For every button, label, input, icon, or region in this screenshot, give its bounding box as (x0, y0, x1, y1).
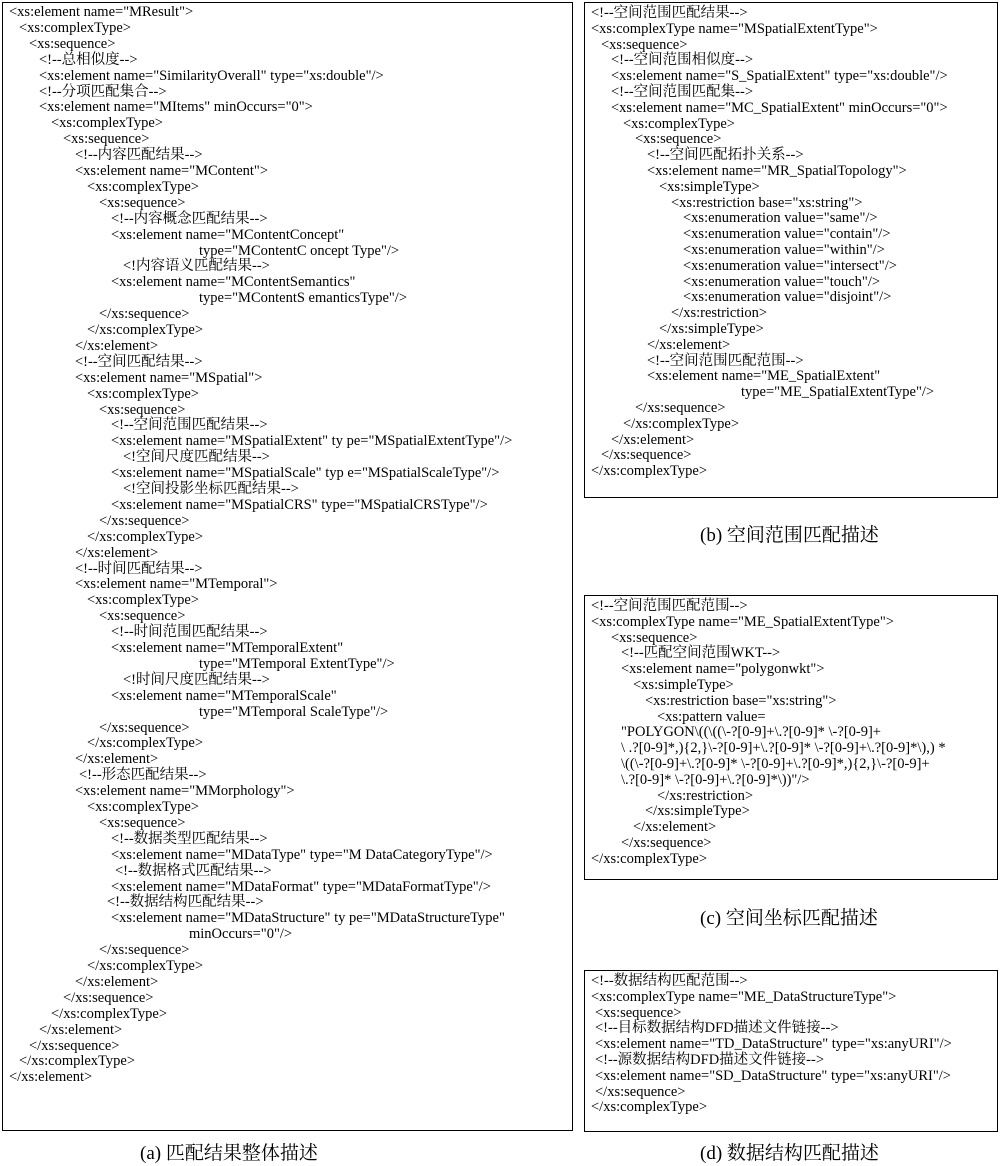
code-line: <xs:element name="MContentSemantics" (111, 274, 356, 291)
code-line: type="MContentC oncept Type"/> (199, 242, 400, 259)
code-line: <xs:sequence> (99, 194, 186, 211)
code-line: type="ME_SpatialExtentType"/> (741, 384, 935, 401)
code-line: <xs:complexType> (51, 115, 163, 132)
code-line: <xs:complexType> (87, 592, 199, 609)
caption-c: (c) 空间坐标匹配描述 (700, 908, 878, 929)
code-line: <xs:complexType name="ME_DataStructureType"> (591, 988, 897, 1005)
code-line: <xs:complexType> (87, 178, 199, 195)
code-line: <xs:element name="MItems" minOccurs="0"> (39, 99, 313, 116)
code-line: </xs:element> (75, 544, 159, 561)
code-line: <!--空间范围相似度--> (611, 52, 753, 69)
code-line: <xs:element name="MTemporalExtent" (111, 640, 344, 656)
code-line: <xs:sequence> (601, 36, 688, 53)
code-line: <!空间尺度匹配结果--> (123, 449, 270, 466)
code-line: <xs:element name="polygonwkt"> (621, 661, 825, 678)
code-line: <xs:simpleType> (633, 677, 734, 693)
code-line: <xs:element name="ME_SpatialExtent" (647, 368, 881, 385)
code-line: </xs:complexType> (87, 958, 204, 974)
code-line: </xs:complexType> (87, 528, 204, 545)
code-line: <xs:element name="SD_DataStructure" type="xs:anyURI"/> (595, 1067, 951, 1084)
code-line: </xs:complexType> (623, 415, 740, 432)
code-panel-d (584, 970, 998, 1132)
code-line: <xs:element name="MDataStructure" ty pe="MDataStructureType" (111, 910, 505, 927)
code-line: </xs:element> (75, 751, 159, 768)
code-line: </xs:sequence> (99, 512, 190, 529)
code-line: <xs:element name="MSpatialScale" typ e="MSpatialScaleType"/> (111, 465, 500, 482)
code-line: <!--匹配空间范围WKT--> (621, 645, 781, 662)
code-line: </xs:sequence> (29, 1037, 120, 1054)
code-line: <!--空间范围匹配范围--> (591, 598, 748, 614)
code-line: <xs:element name="SimilarityOverall" type="xs:double"/> (39, 67, 384, 84)
code-line: <xs:pattern value= (657, 708, 766, 725)
code-line: <xs:enumeration value="within"/> (683, 242, 885, 258)
code-line: <xs:element name="MMorphology"> (75, 783, 295, 800)
code-line: <xs:sequence> (99, 608, 186, 625)
code-line: <xs:element name="MR_SpatialTopology"> (647, 163, 907, 179)
code-line: </xs:element> (9, 1069, 93, 1086)
code-line: <xs:complexType> (623, 115, 735, 132)
code-line: type="MContentS emanticsType"/> (199, 290, 407, 307)
code-line: type="MTemporal ExtentType"/> (199, 655, 395, 672)
code-line: <!--空间范围匹配结果--> (111, 417, 268, 434)
code-line: <xs:sequence> (29, 35, 116, 52)
code-line: </xs:element> (611, 431, 695, 448)
code-line: <xs:complexType name="ME_SpatialExtentType"> (591, 613, 894, 630)
code-line: </xs:complexType> (51, 1005, 168, 1022)
code-line: </xs:element> (647, 336, 731, 353)
code-line: </xs:restriction> (657, 787, 754, 804)
code-line: <xs:enumeration value="intersect"/> (683, 257, 897, 274)
code-line: <!--空间范围匹配结果--> (591, 5, 748, 21)
code-line: </xs:complexType> (87, 735, 204, 752)
code-line: <!内容语义匹配结果--> (123, 258, 270, 275)
code-line: <!--空间范围匹配集--> (611, 84, 753, 100)
code-line: <xs:element name="MSpatialExtent" ty pe="MSpatialExtentType"/> (111, 433, 513, 450)
code-line: <xs:element name="MDataType" type="M DataCategoryType"/> (111, 846, 493, 863)
code-line: <xs:restriction base="xs:string"> (671, 194, 863, 211)
code-line: <!空间投影坐标匹配结果--> (123, 481, 299, 497)
code-line: <xs:element name="MC_SpatialExtent" minOccurs="0"> (611, 99, 948, 116)
code-line: <!时间尺度匹配结果--> (123, 671, 270, 688)
code-line: <xs:complexType> (87, 385, 199, 402)
caption-a: (a) 匹配结果整体描述 (140, 1143, 318, 1164)
code-line: <xs:element name="MSpatialCRS" type="MSpatialCRSType"/> (111, 496, 488, 513)
code-line: <xs:restriction base="xs:string"> (645, 692, 837, 709)
code-line: <!--数据结构匹配结果--> (107, 894, 264, 911)
code-line: <xs:element name="MTemporal"> (75, 576, 278, 593)
code-line: <!--空间范围匹配范围--> (647, 352, 804, 369)
code-line: <xs:sequence> (99, 401, 186, 418)
code-line: <xs:complexType> (19, 19, 131, 36)
code-line: </xs:sequence> (99, 942, 190, 959)
code-line: <!--时间匹配结果--> (75, 560, 203, 577)
code-line: <!--空间匹配结果--> (75, 353, 203, 370)
code-line: <xs:enumeration value="same"/> (683, 210, 878, 227)
code-line: </xs:simpleType> (645, 803, 750, 820)
code-line: <!--数据类型匹配结果--> (111, 830, 268, 847)
code-line: <xs:element name="S_SpatialExtent" type="xs:double"/> (611, 68, 948, 85)
code-line: </xs:sequence> (601, 447, 692, 464)
code-line: \.?[0-9]* \-?[0-9]+\.?[0-9]*\))"/> (621, 771, 810, 788)
code-line: <xs:element name="MContentConcept" (111, 226, 345, 243)
code-line: <!--总相似度--> (39, 51, 138, 68)
code-line: </xs:sequence> (595, 1083, 686, 1100)
code-line: <xs:element name="MSpatial"> (75, 369, 263, 386)
code-line: "POLYGON\((\((\-?[0-9]+\.?[0-9]* \-?[0-9]+ (621, 724, 881, 741)
code-line: </xs:complexType> (591, 1099, 708, 1116)
code-line: <xs:sequence> (63, 131, 150, 148)
code-line: <xs:sequence> (99, 814, 186, 831)
caption-d: (d) 数据结构匹配描述 (700, 1143, 879, 1164)
code-line: </xs:sequence> (621, 835, 712, 851)
code-line: <!--分项匹配集合--> (39, 83, 167, 100)
code-line: </xs:sequence> (635, 400, 726, 416)
code-line: </xs:complexType> (591, 850, 708, 867)
code-line: </xs:complexType> (19, 1053, 136, 1070)
code-line: <!--内容匹配结果--> (75, 147, 203, 164)
code-line: \((\-?[0-9]+\.?[0-9]* \-?[0-9]+\.?[0-9]*,){2,}\-?[0-9]+ (621, 756, 930, 772)
code-line: <xs:element name="MResult"> (9, 4, 194, 20)
code-line: </xs:complexType> (87, 322, 204, 338)
code-line: <xs:simpleType> (659, 178, 760, 195)
code-line: <xs:element name="MContent"> (75, 163, 269, 179)
code-line: </xs:element> (39, 1021, 123, 1038)
code-line: <xs:element name="MTemporalScale" (111, 687, 337, 704)
code-line: <xs:enumeration value="contain"/> (683, 226, 891, 243)
code-line: <xs:sequence> (635, 131, 722, 148)
code-line: <xs:enumeration value="touch"/> (683, 273, 881, 290)
code-line: </xs:element> (633, 819, 717, 836)
code-line: <!--空间匹配拓扑关系--> (647, 147, 804, 164)
code-line: </xs:complexType> (591, 463, 708, 480)
code-line: \ .?[0-9]*,){2,}\-?[0-9]+\.?[0-9]* \-?[0-9]+\.?[0-9]*\),) * (621, 740, 946, 757)
code-line: <xs:element name="MDataFormat" type="MDataFormatType"/> (111, 878, 491, 895)
code-line: </xs:restriction> (671, 305, 768, 322)
code-panel-c (584, 595, 998, 880)
code-line: <xs:element name="TD_DataStructure" type="xs:anyURI"/> (595, 1036, 952, 1053)
code-line: <xs:sequence> (595, 1004, 682, 1021)
code-line: <xs:complexType name="MSpatialExtentType"> (591, 20, 878, 37)
code-line: </xs:simpleType> (659, 321, 764, 337)
code-line: <xs:enumeration value="disjoint"/> (683, 289, 892, 306)
code-line: <!--数据格式匹配结果--> (115, 862, 272, 879)
code-line: </xs:sequence> (63, 989, 154, 1006)
code-line: <!--数据结构匹配范围--> (591, 973, 748, 989)
code-line: <xs:sequence> (611, 629, 698, 646)
caption-b: (b) 空间范围匹配描述 (700, 525, 879, 546)
code-line: minOccurs="0"/> (189, 926, 293, 943)
code-line: <!--时间范围匹配结果--> (111, 624, 268, 641)
code-line: </xs:element> (75, 973, 159, 990)
code-line: <!--形态匹配结果--> (79, 767, 207, 784)
code-line: <xs:complexType> (87, 799, 199, 815)
code-line: </xs:sequence> (99, 306, 190, 323)
code-panel-a (2, 2, 573, 1131)
code-line: <!--内容概念匹配结果--> (111, 210, 268, 227)
code-line: </xs:element> (75, 337, 159, 354)
code-line: </xs:sequence> (99, 719, 190, 736)
code-line: <!--目标数据结构DFD描述文件链接--> (595, 1020, 839, 1037)
code-line: type="MTemporal ScaleType"/> (199, 703, 389, 720)
code-panel-b (584, 2, 998, 498)
code-line: <!--源数据结构DFD描述文件链接--> (595, 1052, 825, 1068)
